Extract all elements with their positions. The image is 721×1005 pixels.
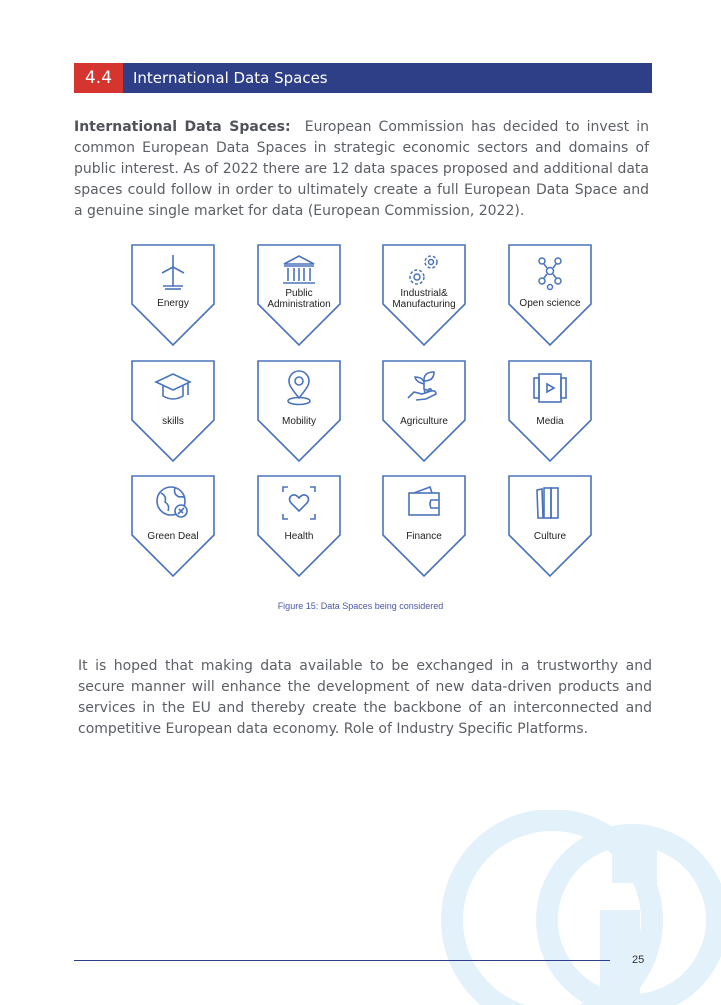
tile-label: skills (162, 416, 184, 427)
data-space-tile (257, 475, 341, 579)
tile-label: Energy (157, 298, 189, 309)
tile-label: Agriculture (400, 416, 448, 427)
data-space-tile (257, 244, 341, 348)
data-space-tile (382, 360, 466, 464)
figure-caption: Figure 15: Data Spaces being considered (277, 601, 444, 611)
media-play-icon (530, 368, 570, 408)
network-icon (530, 252, 570, 292)
closing-paragraph: It is hoped that making data available to be exchanged in a trustworthy and secure manner will enhance the development of new data-driven products and services in the EU and thereby create the backbone of an interconnected and competitive European data economy. Role of Industry Specific Platforms. (78, 658, 652, 737)
wallet-icon (404, 483, 444, 523)
tile-label: Green Deal (147, 531, 199, 542)
books-icon (530, 483, 570, 523)
tile-label: Culture (533, 531, 567, 542)
data-space-tile (131, 244, 215, 348)
graduation-cap-icon (153, 368, 193, 408)
intro-text: European Commission has decided to invest in common European Data Spaces in strategic economic sectors and domains of public interest. As of 2022 there are 12 data spaces proposed and additional data spaces could follow in order to ultimately create a full European Data Space and a genuine single market for data (European Commission, 2022). (74, 119, 649, 219)
data-space-tile (508, 244, 592, 348)
hand-plant-icon (404, 368, 444, 408)
data-space-tile (508, 360, 592, 464)
footer-rule (74, 960, 610, 961)
intro-lead: International Data Spaces: (74, 119, 291, 135)
tile-label: Mobility (282, 416, 316, 427)
tile-label: Health (284, 531, 314, 542)
wind-turbine-icon (153, 252, 193, 292)
tile-label: Finance (406, 531, 442, 542)
government-building-icon (279, 252, 319, 292)
tile-label: Industrial& Manufacturing (392, 288, 456, 310)
data-space-tile (382, 475, 466, 579)
logo-watermark (440, 810, 721, 1005)
data-space-tile (131, 360, 215, 464)
section-title: International Data Spaces (133, 69, 328, 87)
data-space-tile (257, 360, 341, 464)
page-number: 25 (632, 954, 645, 966)
data-space-tile (382, 244, 466, 348)
data-space-tile (508, 475, 592, 579)
tile-label: Open science (519, 298, 581, 309)
heart-frame-icon (279, 483, 319, 523)
data-space-tile (131, 475, 215, 579)
tile-label: Public Administration (267, 288, 331, 310)
section-number: 4.4 (74, 63, 123, 93)
tile-label: Media (536, 416, 564, 427)
gears-icon (404, 252, 444, 292)
globe-leaf-icon (153, 483, 193, 523)
location-pin-icon (279, 368, 319, 408)
